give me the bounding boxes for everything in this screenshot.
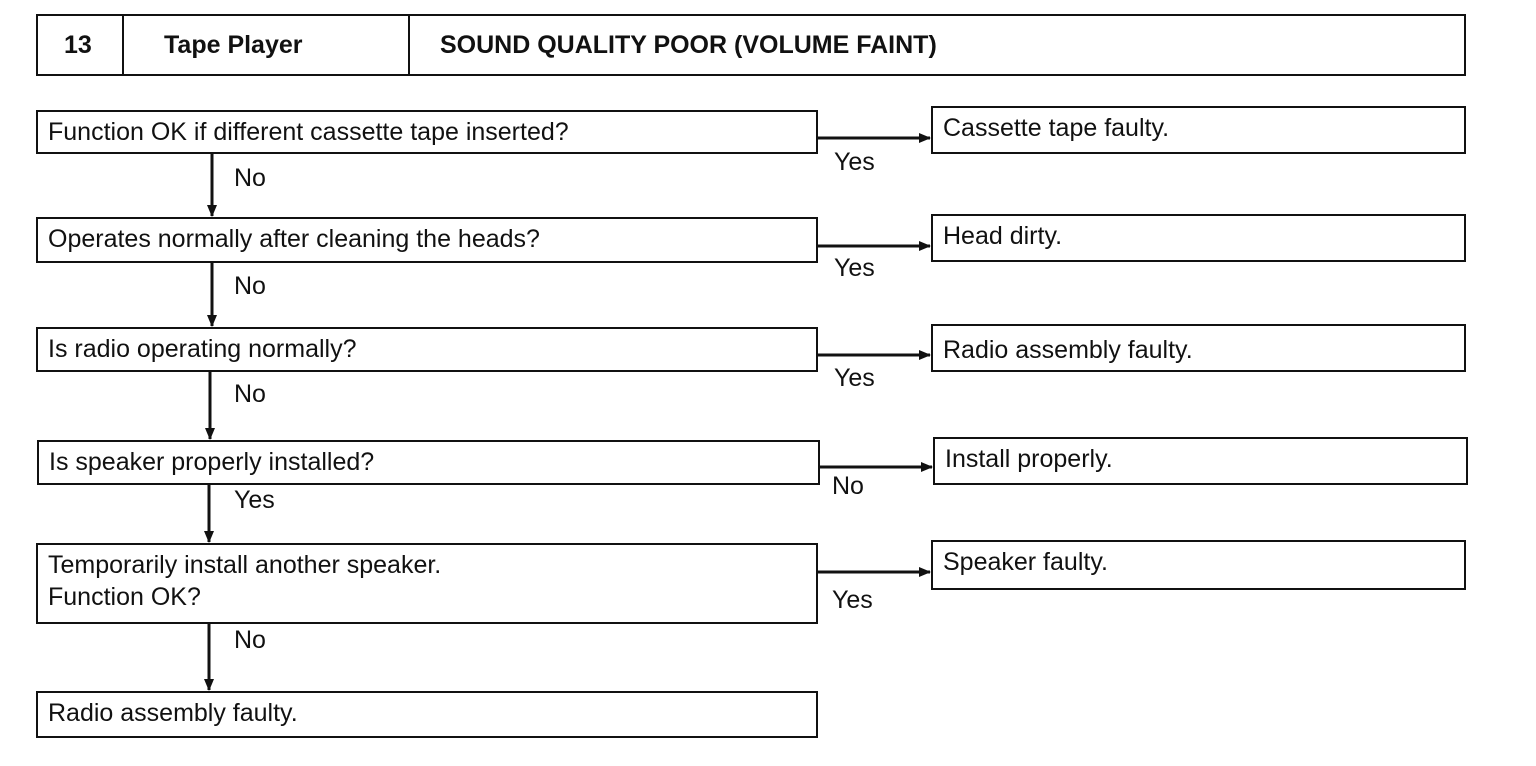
branch-label-side-5: Yes [832,586,873,614]
question-box-5 [36,543,818,624]
question-text: Operates normally after cleaning the heads? [48,225,540,253]
result-box-1 [931,106,1466,154]
question-box-3 [36,327,818,372]
question-box-2 [36,217,818,263]
branch-label-side-2: Yes [834,254,875,282]
question-text-line-2: Function OK? [48,583,201,611]
branch-label-side-4: No [832,472,864,500]
branch-label-down-5: No [234,626,266,654]
result-text: Head dirty. [943,222,1063,250]
question-box-4 [37,440,820,485]
result-box-3 [931,324,1466,372]
section-number: 13 [38,16,124,74]
question-text-line-1: Temporarily install another speaker. [48,551,442,579]
branch-label-down-1: No [234,164,266,192]
final-result-box [36,691,818,738]
branch-label-side-3: Yes [834,364,875,392]
question-text: Is speaker properly installed? [49,448,375,476]
final-result-text: Radio assembly faulty. [48,699,298,727]
symptom-title: SOUND QUALITY POOR (VOLUME FAINT) [440,30,937,59]
result-text: Radio assembly faulty. [943,336,1193,364]
question-box-1 [36,110,818,154]
system-name: Tape Player [124,16,410,74]
result-text: Speaker faulty. [943,548,1108,576]
branch-label-down-2: No [234,272,266,300]
question-text: Is radio operating normally? [48,335,357,363]
result-text: Cassette tape faulty. [943,114,1170,142]
question-text: Function OK if different cassette tape inserted? [48,118,569,146]
result-box-4 [933,437,1468,485]
result-box-5 [931,540,1466,590]
branch-label-down-3: No [234,380,266,408]
branch-label-down-4: Yes [234,486,275,514]
result-text: Install properly. [945,445,1113,473]
result-box-2 [931,214,1466,262]
branch-label-side-1: Yes [834,148,875,176]
